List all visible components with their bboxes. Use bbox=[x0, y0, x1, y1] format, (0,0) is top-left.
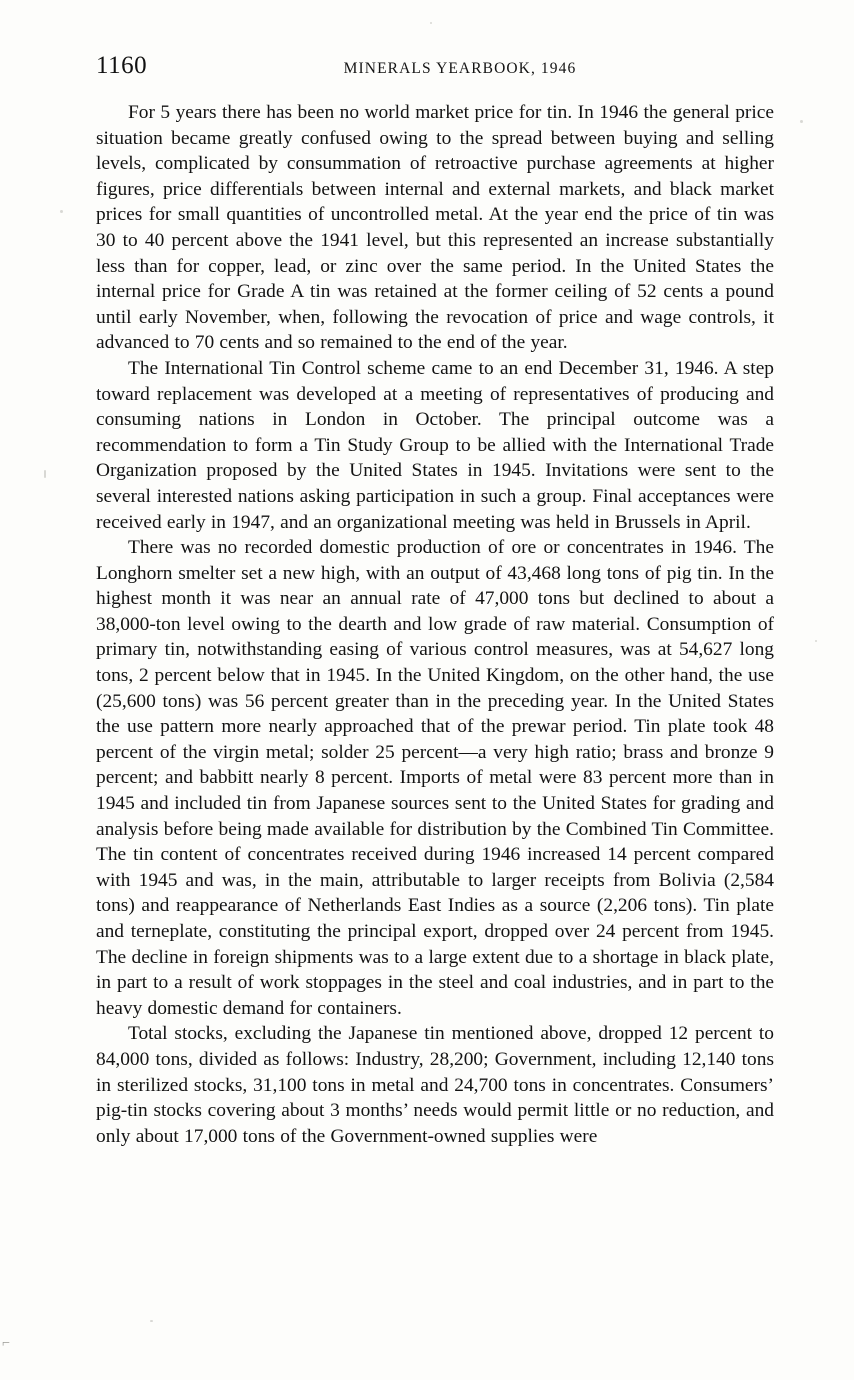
scan-speck bbox=[60, 210, 63, 213]
page-header bbox=[96, 52, 774, 86]
running-head: MINERALS YEARBOOK, 1946 bbox=[343, 60, 577, 77]
scan-speck bbox=[815, 640, 817, 642]
page-number: 1160 bbox=[96, 52, 148, 79]
paragraph: Total stocks, excluding the Japanese tin mentioned above, dropped 12 percent to 84,000 tons, divided as follows: Industry, 28,200; Government, including 12,140 tons in sterilized stocks, 31,100 tons in metal and 24,700 tons in concentrates. Consumers’ pig-tin stocks covering about 3 months’ needs would permit little or no reduction, and only about 17,000 tons of the Government-owned supplies were bbox=[96, 1023, 774, 1147]
scan-speck bbox=[150, 1320, 153, 1322]
body-text bbox=[96, 100, 774, 1149]
scan-speck bbox=[44, 470, 46, 478]
paragraph: For 5 years there has been no world market price for tin. In 1946 the general price situation became greatly confused owing to the spread between buying and selling levels, complicated by consummation of retroactive purchase agreements at higher figures, price differentials between internal and external markets, and black market prices for small quantities of uncontrolled metal. At the year end the price of tin was 30 to 40 percent above the 1941 level, but this represented an increase substantially less than for copper, lead, or zinc over the same period. In the United States the internal price for Grade A tin was retained at the former ceiling of 52 cents a pound until early November, when, following the revocation of price and wage controls, it advanced to 70 cents and so remained to the end of the year. bbox=[96, 102, 774, 354]
page-edge-mark: ⌐ bbox=[2, 1336, 10, 1351]
scan-speck bbox=[800, 120, 803, 123]
page-content bbox=[96, 52, 774, 1149]
paragraph: There was no recorded domestic production of ore or concentrates in 1946. The Longhorn smelter set a new high, with an output of 43,468 long tons of pig tin. In the highest month it was near an annual rate of 47,000 tons but declined to about a 38,000-ton level owing to the dearth and low grade of raw material. Consumption of primary tin, notwithstanding easing of various control measures, was at 54,627 long tons, 2 percent below that in 1945. In the United Kingdom, on the other hand, the use (25,600 tons) was 56 percent greater than in the preceding year. In the United States the use pattern more nearly approached that of the prewar period. Tin plate took 48 percent of the virgin metal; solder 25 percent—a very high ratio; brass and bronze 9 percent; and babbitt nearly 8 percent. Imports of metal were 83 percent more than in 1945 and included tin from Japanese sources sent to the United States for grading and analysis before being made available for distribution by the Combined Tin Committee. The tin content of concentrates received during 1946 increased 14 percent compared with 1945 and was, in the main, attributable to larger receipts from Bolivia (2,584 tons) and reappearance of Netherlands East Indies as a source (2,206 tons). Tin plate and terneplate, constituting the principal export, dropped over 24 percent from 1945. The decline in foreign shipments was to a large extent due to a shortage in black plate, in part to a result of work stoppages in the steel and coal industries, and in part to the heavy domestic demand for containers. bbox=[96, 537, 774, 1019]
paragraph: The International Tin Control scheme came to an end December 31, 1946. A step toward replacement was developed at a meeting of representatives of producing and consuming nations in London in October. The principal outcome was a recommendation to form a Tin Study Group to be allied with the International Trade Organization proposed by the United States in 1945. Invitations were sent to the several interested nations asking participation in such a group. Final acceptances were received early in 1947, and an organizational meeting was held in Brussels in April. bbox=[96, 357, 774, 533]
scan-speck bbox=[430, 22, 432, 24]
